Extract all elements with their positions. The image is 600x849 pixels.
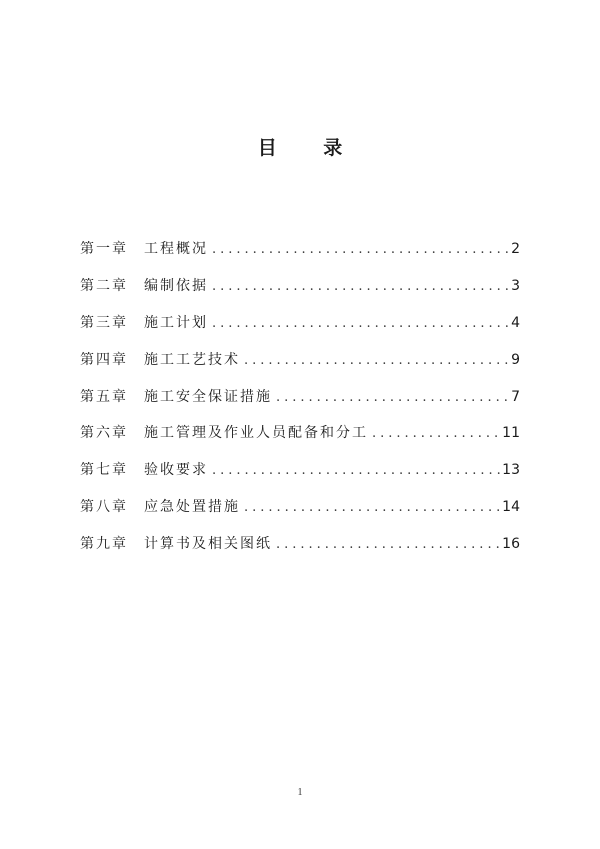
toc-dot-leader [276, 533, 500, 557]
toc-dot-leader [212, 312, 509, 336]
toc-entry-title: 施工计划 [144, 314, 208, 331]
toc-entry[interactable] [80, 495, 520, 532]
toc-page-number: 11 [502, 425, 520, 442]
toc-entry[interactable] [80, 274, 520, 311]
toc-dot-leader [212, 238, 509, 262]
toc-entry[interactable] [80, 311, 520, 348]
toc-dot-leader [212, 459, 500, 483]
toc-chapter-number: 第二章 [80, 277, 128, 294]
toc-chapter-number: 第五章 [80, 388, 128, 405]
toc-entry-title: 施工管理及作业人员配备和分工 [144, 425, 368, 442]
toc-chapter-number: 第九章 [80, 536, 128, 553]
toc-entry[interactable] [80, 421, 520, 458]
page-footer-number: 1 [297, 787, 303, 798]
toc-chapter-number: 第八章 [80, 499, 128, 516]
toc-entry-title: 施工工艺技术 [144, 351, 240, 368]
toc-entry-title: 应急处置措施 [144, 499, 240, 516]
toc-page-number: 3 [511, 277, 520, 294]
toc-page-number: 4 [511, 314, 520, 331]
toc-page-number: 9 [511, 351, 520, 368]
toc-page-number: 7 [511, 388, 520, 405]
page-title: 目 录 [257, 137, 363, 159]
toc-chapter-number: 第四章 [80, 351, 128, 368]
toc-entry[interactable] [80, 532, 520, 569]
toc-chapter-number: 第七章 [80, 462, 128, 479]
toc-chapter-number: 第三章 [80, 314, 128, 331]
toc-chapter-number: 第一章 [80, 241, 128, 257]
toc-entry-title: 编制依据 [144, 277, 208, 294]
toc-dot-leader [276, 386, 509, 410]
toc-chapter-number: 第六章 [80, 425, 128, 442]
toc-dot-leader [244, 349, 509, 373]
toc-dot-leader [212, 275, 509, 299]
toc-page-number: 14 [502, 499, 520, 516]
toc-entry-title: 验收要求 [144, 462, 208, 479]
toc-entry-title: 计算书及相关图纸 [144, 536, 272, 553]
table-of-contents [80, 237, 520, 569]
toc-entry[interactable] [80, 237, 520, 274]
toc-entry-title: 施工安全保证措施 [144, 388, 272, 405]
toc-page-number: 13 [502, 462, 520, 479]
toc-page-number: 16 [502, 536, 520, 553]
toc-entry-title: 工程概况 [144, 241, 208, 257]
toc-page-number: 2 [511, 241, 520, 257]
toc-entry[interactable] [80, 458, 520, 495]
toc-dot-leader [372, 422, 500, 446]
toc-dot-leader [244, 496, 500, 520]
toc-entry[interactable] [80, 385, 520, 422]
toc-entry[interactable] [80, 348, 520, 385]
